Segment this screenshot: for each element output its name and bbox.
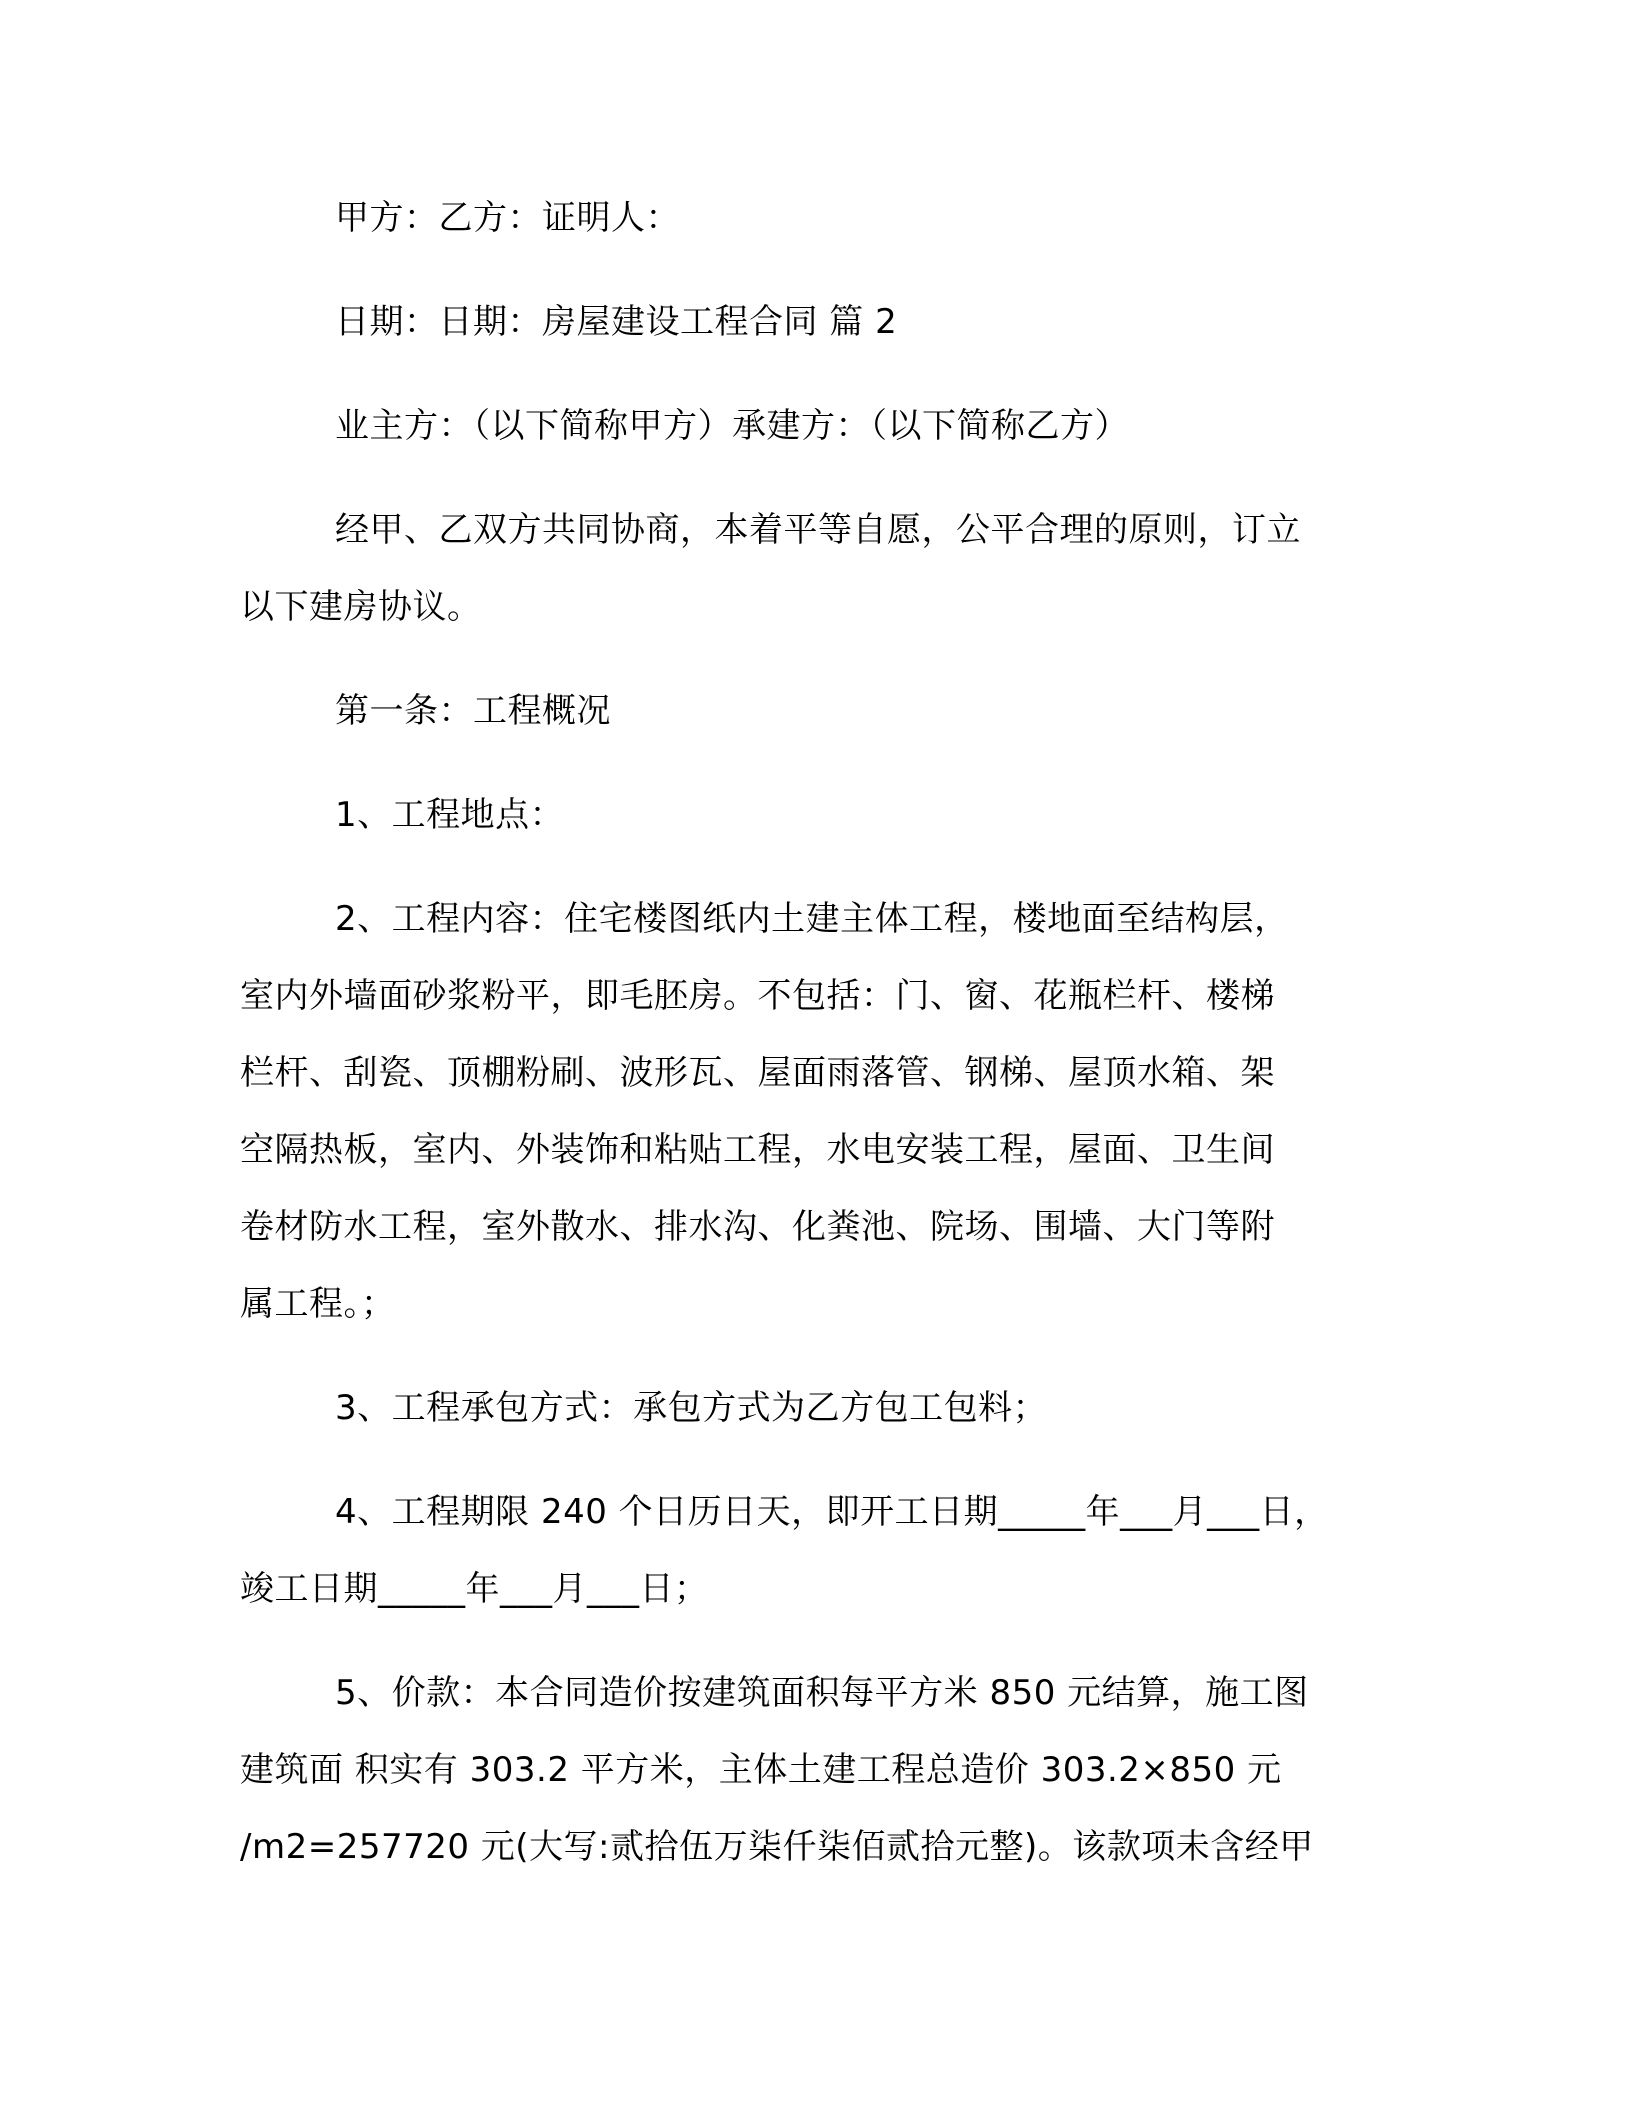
paragraph-item-duration bbox=[240, 1474, 1390, 1628]
text-line: 建筑面 积实有 303.2 平方米，主体土建工程总造价 303.2×850 元 bbox=[240, 1750, 1282, 1790]
text-line: 栏杆、刮瓷、顶棚粉刷、波形瓦、屋面雨落管、钢梯、屋顶水箱、架 bbox=[240, 1053, 1275, 1093]
text-line: 3、工程承包方式：承包方式为乙方包工包料； bbox=[335, 1388, 1048, 1428]
text-line: 竣工日期_____年___月___日； bbox=[240, 1569, 709, 1609]
paragraph-signatories bbox=[240, 180, 1390, 257]
paragraph-item-content bbox=[240, 881, 1390, 1343]
paragraph-dates-title bbox=[240, 284, 1390, 361]
paragraph-parties bbox=[240, 388, 1390, 465]
text-line: 空隔热板，室内、外装饰和粘贴工程，水电安装工程，屋面、卫生间 bbox=[240, 1130, 1275, 1170]
text-line: 经甲、乙双方共同协商，本着平等自愿，公平合理的原则，订立 bbox=[335, 510, 1301, 550]
text-line: 业主方：（以下简称甲方）承建方：（以下简称乙方） bbox=[335, 406, 1129, 446]
text-line: 4、工程期限 240 个日历日天，即开工日期_____年___月___日， bbox=[335, 1492, 1329, 1532]
paragraph-article-one-heading bbox=[240, 673, 1390, 750]
text-line: 以下建房协议。 bbox=[240, 587, 482, 627]
text-line: 室内外墙面砂浆粉平，即毛胚房。不包括：门、窗、花瓶栏杆、楼梯 bbox=[240, 976, 1275, 1016]
text-line: /m2=257720 元(大写:贰拾伍万柒仟柒佰贰拾元整)。该款项未含经甲 bbox=[240, 1827, 1314, 1867]
text-line: 2、工程内容：住宅楼图纸内土建主体工程，楼地面至结构层， bbox=[335, 899, 1289, 939]
text-line: 日期：日期：房屋建设工程合同 篇 2 bbox=[335, 302, 898, 342]
text-line: 卷材防水工程，室外散水、排水沟、化粪池、院场、围墙、大门等附 bbox=[240, 1207, 1275, 1247]
text-line: 属工程。； bbox=[240, 1284, 396, 1324]
paragraph-preamble bbox=[240, 492, 1390, 646]
text-line: 甲方：乙方：证明人： bbox=[335, 198, 680, 238]
paragraph-item-contract-method bbox=[240, 1370, 1390, 1447]
paragraph-item-location bbox=[240, 777, 1390, 854]
text-line: 5、价款：本合同造价按建筑面积每平方米 850 元结算，施工图 bbox=[335, 1673, 1309, 1713]
text-line: 1、工程地点： bbox=[335, 795, 565, 835]
paragraph-item-price bbox=[240, 1655, 1390, 1886]
document-page bbox=[240, 180, 1390, 1913]
text-line: 第一条：工程概况 bbox=[335, 691, 611, 731]
